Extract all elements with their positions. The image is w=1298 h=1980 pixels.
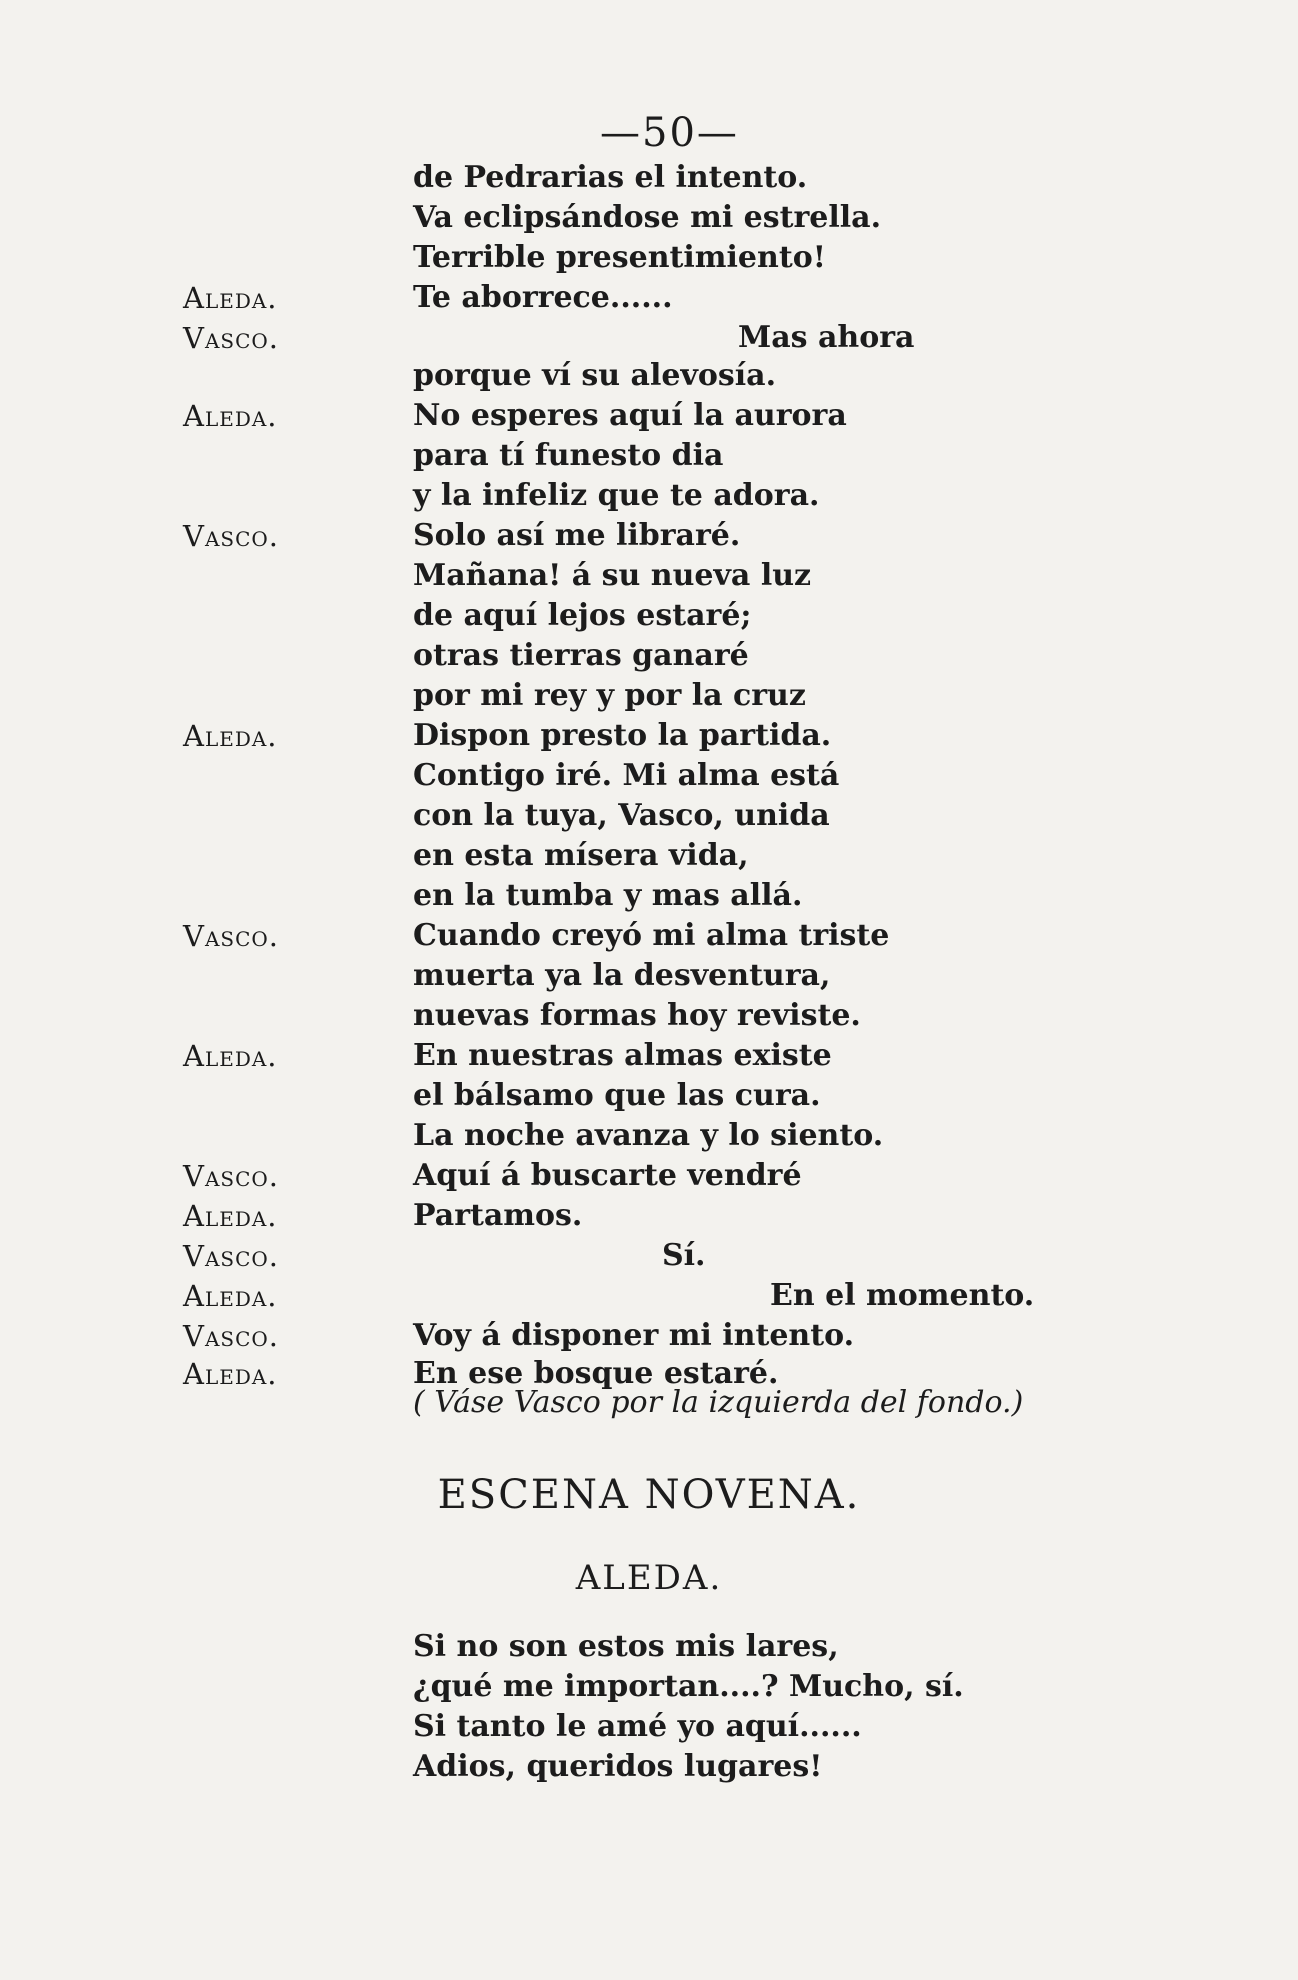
dialogue-line — [0, 956, 1298, 996]
dialogue-line — [0, 1116, 1298, 1156]
verse-text: Si no son estos mis lares, — [413, 1629, 839, 1664]
monologue-line — [0, 1667, 1298, 1707]
dialogue-line — [0, 1036, 1298, 1076]
dialogue-line — [0, 158, 1298, 198]
stage-direction-line — [0, 1383, 1298, 1423]
verse-text: La noche avanza y lo siento. — [413, 1118, 884, 1153]
monologue-line — [0, 1747, 1298, 1787]
verse-text: ¿qué me importan....? Mucho, sí. — [413, 1669, 964, 1704]
dialogue-line — [0, 556, 1298, 596]
verse-text: Si tanto le amé yo aquí...... — [413, 1709, 862, 1744]
verse-text: En nuestras almas existe — [413, 1038, 832, 1073]
verse-text: Mas ahora — [738, 320, 915, 355]
dialogue-line — [0, 916, 1298, 956]
speaker-name: Aleda. — [183, 1357, 278, 1391]
dialogue-line — [0, 1196, 1298, 1236]
verse-text: de Pedrarias el intento. — [413, 160, 808, 195]
verse-text: Mañana! á su nueva luz — [413, 558, 812, 593]
dialogue-line — [0, 836, 1298, 876]
dialogue-line — [0, 198, 1298, 238]
verse-text: en esta mísera vida, — [413, 838, 749, 873]
verse-text: Dispon presto la partida. — [413, 718, 832, 753]
dialogue-line — [0, 1076, 1298, 1116]
dialogue-line — [0, 1276, 1298, 1316]
dialogue-line — [0, 436, 1298, 476]
dialogue-line — [0, 318, 1298, 358]
verse-text: Aquí á buscarte vendré — [413, 1158, 802, 1193]
speaker-name: Vasco. — [183, 519, 280, 553]
monologue-line — [0, 1707, 1298, 1747]
verse-text: Te aborrece...... — [413, 280, 673, 315]
verse-text: en la tumba y mas allá. — [413, 878, 803, 913]
verse-text: Terrible presentimiento! — [413, 240, 826, 275]
speaker-name: Vasco. — [183, 321, 280, 355]
verse-text: el bálsamo que las cura. — [413, 1078, 821, 1113]
verse-text: En el momento. — [770, 1278, 1035, 1313]
speaker-name: Aleda. — [183, 1039, 278, 1073]
speaker-name: Aleda. — [183, 719, 278, 753]
dialogue-line — [0, 476, 1298, 516]
dialogue-line — [0, 1236, 1298, 1276]
speaker-name: Vasco. — [183, 1159, 280, 1193]
verse-text: muerta ya la desventura, — [413, 958, 831, 993]
verse-text: Va eclipsándose mi estrella. — [413, 200, 882, 235]
verse-text: No esperes aquí la aurora — [413, 398, 847, 433]
verse-text: Contigo iré. Mi alma está — [413, 758, 840, 793]
dialogue-line — [0, 876, 1298, 916]
speaker-name: Aleda. — [183, 1199, 278, 1233]
verse-text: Partamos. — [413, 1198, 583, 1233]
verse-text: de aquí lejos estaré; — [413, 598, 752, 633]
verse-text: y la infeliz que te adora. — [413, 478, 820, 513]
dialogue-line — [0, 1316, 1298, 1356]
dialogue-line — [0, 516, 1298, 556]
verse-text: porque ví su alevosía. — [413, 358, 777, 393]
verse-text: En ese bosque estaré. — [413, 1356, 779, 1391]
verse-text: Voy á disponer mi intento. — [413, 1318, 855, 1353]
scene-speaker: ALEDA. — [575, 1558, 723, 1598]
verse-text: nuevas formas hoy reviste. — [413, 998, 861, 1033]
dialogue-line — [0, 356, 1298, 396]
stage-direction: ( Váse Vasco por la izquierda del fondo.) — [413, 1385, 1024, 1420]
verse-text: para tí funesto dia — [413, 438, 724, 473]
dialogue-line — [0, 238, 1298, 278]
dialogue-line — [0, 676, 1298, 716]
page-number: —50— — [600, 110, 739, 156]
dialogue-line — [0, 996, 1298, 1036]
dialogue-line — [0, 796, 1298, 836]
monologue-line — [0, 1627, 1298, 1667]
dialogue-line — [0, 756, 1298, 796]
verse-text: por mi rey y por la cruz — [413, 678, 806, 713]
speaker-name: Aleda. — [183, 1279, 278, 1313]
verse-text: Adios, queridos lugares! — [413, 1749, 823, 1784]
speaker-name: Vasco. — [183, 919, 280, 953]
dialogue-line — [0, 716, 1298, 756]
speaker-name: Vasco. — [183, 1319, 280, 1353]
speaker-name: Vasco. — [183, 1239, 280, 1273]
speaker-name: Aleda. — [183, 281, 278, 315]
verse-text: Sí. — [662, 1238, 706, 1273]
verse-text: con la tuya, Vasco, unida — [413, 798, 830, 833]
speaker-name: Aleda. — [183, 399, 278, 433]
dialogue-line — [0, 278, 1298, 318]
dialogue-line — [0, 596, 1298, 636]
verse-text: Cuando creyó mi alma triste — [413, 918, 890, 953]
verse-text: otras tierras ganaré — [413, 638, 749, 673]
scene-title: ESCENA NOVENA. — [437, 1472, 861, 1518]
verse-text: Solo así me libraré. — [413, 518, 741, 553]
dialogue-line — [0, 396, 1298, 436]
dialogue-line — [0, 636, 1298, 676]
dialogue-line — [0, 1156, 1298, 1196]
